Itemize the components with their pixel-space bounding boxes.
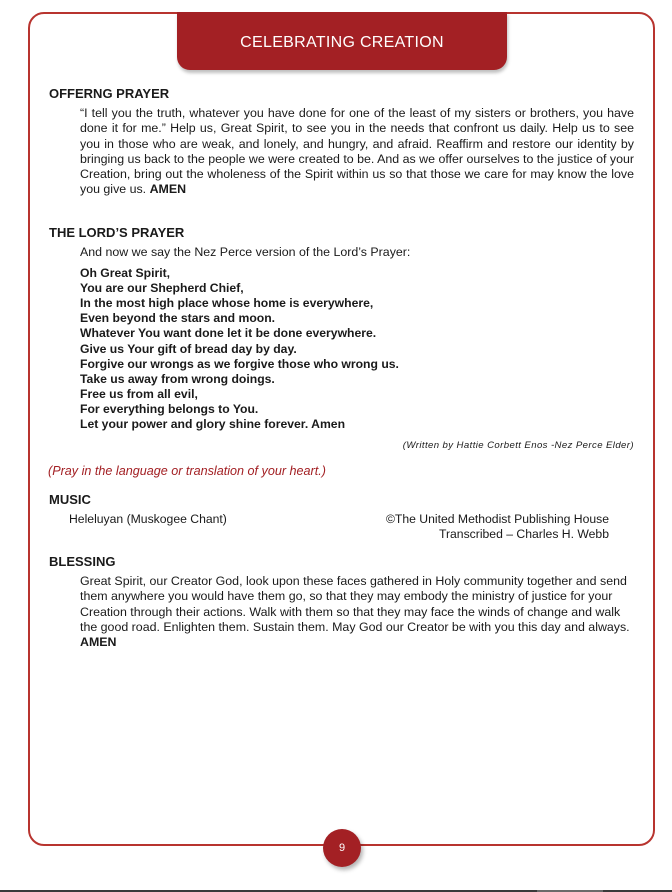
offering-prayer-text: “I tell you the truth, whatever you have done for one of the least of my sisters or brothers, you have done it for me.” Help us, Great Spirit, to see you in the needs that confront us daily. Help us to see you in those who are weak, and lonely, and hungry, and afraid. Reaffirm and restore our identity by bringing us back to the people we were created to be. And as we offer ourselves to the justice of your Creation, bring out the wholeness of the Spirit within us so that those we care for may know the love you give us. AMEN xyxy=(80,106,634,197)
page-number: 9 xyxy=(338,842,346,854)
lords-prayer-heading: THE LORD’S PRAYER xyxy=(49,224,185,240)
prayer-line: Give us Your gift of bread day by day. xyxy=(80,341,297,356)
prayer-line: Whatever You want done let it be done everywhere. xyxy=(80,326,377,341)
music-row xyxy=(69,512,609,542)
prayer-line: Let your power and glory shine forever. Amen xyxy=(80,417,346,432)
prayer-line: Oh Great Spirit, xyxy=(80,266,171,281)
prayer-line: Take us away from wrong doings. xyxy=(80,371,275,386)
prayer-line: In the most high place whose home is everywhere, xyxy=(80,296,374,311)
music-heading: MUSIC xyxy=(49,492,91,508)
rubric-note: (Pray in the language or translation of your heart.) xyxy=(48,464,326,479)
page-title: CELEBRATING CREATION xyxy=(240,34,444,51)
prayer-line: For everything belongs to You. xyxy=(80,401,259,416)
music-credit xyxy=(386,512,609,542)
music-transcribed: Transcribed – Charles H. Webb xyxy=(438,527,609,542)
header-tab xyxy=(177,12,507,70)
music-copyright: ©The United Methodist Publishing House xyxy=(385,512,609,527)
prayer-attribution: (Written by Hattie Corbett Enos -Nez Perce Elder) xyxy=(402,440,634,452)
blessing-text: Great Spirit, our Creator God, look upon these faces gathered in Holy community together and send them anywhere you would have them go, so that they may embody the ministry of justice for your Creation through their actions. Walk with them so that they may face the winds of change and walk the good road. Enlighten them. Sustain them. May God our Creator be with you this day and always. AMEN xyxy=(80,574,630,650)
blessing-amen: AMEN xyxy=(80,635,117,650)
prayer-line: Free us from all evil, xyxy=(80,386,198,401)
prayer-line: Forgive our wrongs as we forgive those who wrong us. xyxy=(80,356,399,371)
blessing-heading: BLESSING xyxy=(49,554,116,570)
page-number-badge xyxy=(323,829,361,867)
prayer-line: You are our Shepherd Chief, xyxy=(80,281,244,296)
music-title: Heleluyan (Muskogee Chant) xyxy=(69,512,227,527)
page-content xyxy=(49,86,634,651)
lords-prayer-lines xyxy=(80,266,634,432)
offering-prayer-heading: OFFERNG PRAYER xyxy=(49,86,170,101)
offering-amen: AMEN xyxy=(149,182,187,197)
prayer-line: Even beyond the stars and moon. xyxy=(80,311,276,326)
lords-prayer-intro: And now we say the Nez Perce version of the Lord’s Prayer: xyxy=(80,244,411,259)
